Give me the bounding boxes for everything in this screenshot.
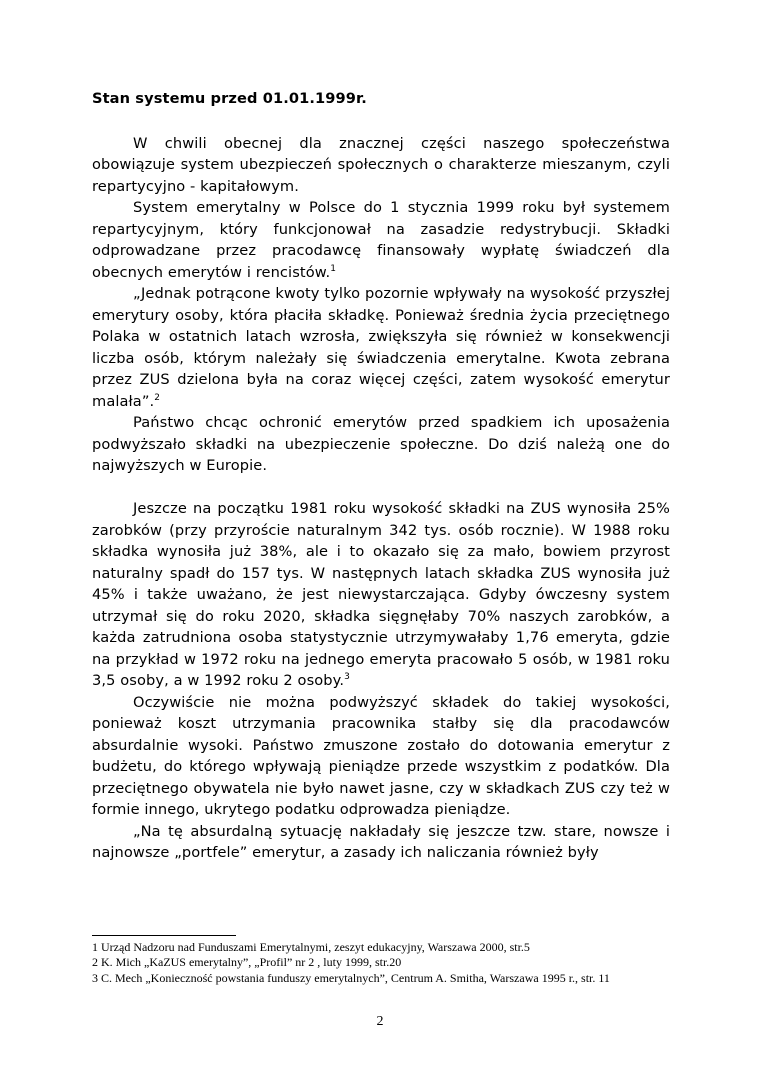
paragraph-text: Państwo chcąc ochronić emerytów przed spadkiem ich uposażenia podwyższało składki na ubezpieczenie społeczne. Do dziś należą one do najwyższych w Europie. [92, 414, 670, 474]
paragraph [92, 133, 670, 198]
page-body [92, 88, 670, 864]
paragraph [92, 283, 670, 412]
paragraph-text: W chwili obecnej dla znacznej części naszego społeczeństwa obowiązuje system ubezpieczeń społecznych o charakterze mieszanym, czyli repartycyjno - kapitałowym. [92, 134, 670, 195]
paragraph [92, 197, 670, 283]
footnotes [92, 940, 692, 986]
paragraph-text: „Jednak potrącone kwoty tylko pozornie wpływały na wysokość przyszłej emerytury osoby, która płaciła składkę. Ponieważ średnia życia przeciętnego Polaka w ostatnich latach wzrosła, zwiększyła się również w konsekwencji liczba osób, którym należały się świadczenia emerytalne. Kwota zebrana przez ZUS dzielona była na coraz więcej części, zatem wysokość emerytur malała”. [92, 285, 670, 410]
blank-line [92, 477, 670, 499]
section-heading: Stan systemu przed 01.01.1999r. [92, 90, 367, 107]
page-number: 2 [376, 1014, 384, 1029]
footnote-ref: 3 [344, 672, 350, 683]
paragraph-text: Jeszcze na początku 1981 roku wysokość składki na ZUS wynosiła 25% zarobków (przy przyroście naturalnym 342 tys. osób rocznie). W 1988 roku składka wynosiła już 38%, ale i to okazało się za mało, bowiem przyrost naturalny spadł do 157 tys. W następnych latach składka ZUS wynosiła już 45% i także uważano, że jest niewystarczająca. Gdyby ówczesny system utrzymał się do roku 2020, składka sięgnęłaby 70% naszych zarobków, a każda zatrudniona osoba statystycznie utrzymywałaby 1,76 emeryta, gdzie na przykład w 1972 roku na jednego emeryta pracowało 5 osób, w 1981 roku 3,5 osoby, a w 1992 roku 2 osoby. [92, 500, 670, 689]
footnote: 1 Urząd Nadzoru nad Funduszami Emerytalnymi, zeszyt edukacyjny, Warszawa 2000, str.5 [92, 940, 530, 954]
paragraph [92, 498, 670, 692]
footnote: 3 C. Mech „Konieczność powstania funduszy emerytalnych”, Centrum A. Smitha, Warszawa 1995 r., str. 11 [92, 970, 610, 985]
paragraph [92, 821, 670, 864]
paragraph-text: „Na tę absurdalną sytuację nakładały się jeszcze tzw. stare, nowsze i najnowsze „portfele” emerytur, a zasady ich naliczania również były [92, 822, 670, 861]
footnote-separator [92, 935, 236, 936]
paragraph [92, 692, 670, 821]
paragraph-text: Oczywiście nie można podwyższyć składek do takiej wysokości, ponieważ koszt utrzymania pracownika stałby się dla pracodawców absurdalnie wysoki. Państwo zmuszone zostało do dotowania emerytur z budżetu, do którego wpływają pieniądze przede wszystkim z podatków. Dla przeciętnego obywatela nie było nawet jasne, czy w składkach ZUS czy też w formie innego, ukrytego podatku odprowadza pieniądze. [92, 693, 670, 818]
footnote-ref: 1 [330, 263, 337, 274]
footnote: 2 K. Mich „KaZUS emerytalny”, „Profil” nr 2 , luty 1999, str.20 [92, 955, 402, 970]
footnote-ref: 2 [154, 392, 161, 403]
paragraph-text: System emerytalny w Polsce do 1 stycznia 1999 roku był systemem repartycyjnym, który funkcjonował na zasadzie redystrybucji. Składki odprowadzane przez pracodawcę finansowały wypłatę świadczeń dla obecnych emerytów i rencistów. [92, 199, 670, 281]
paragraph [92, 412, 670, 477]
